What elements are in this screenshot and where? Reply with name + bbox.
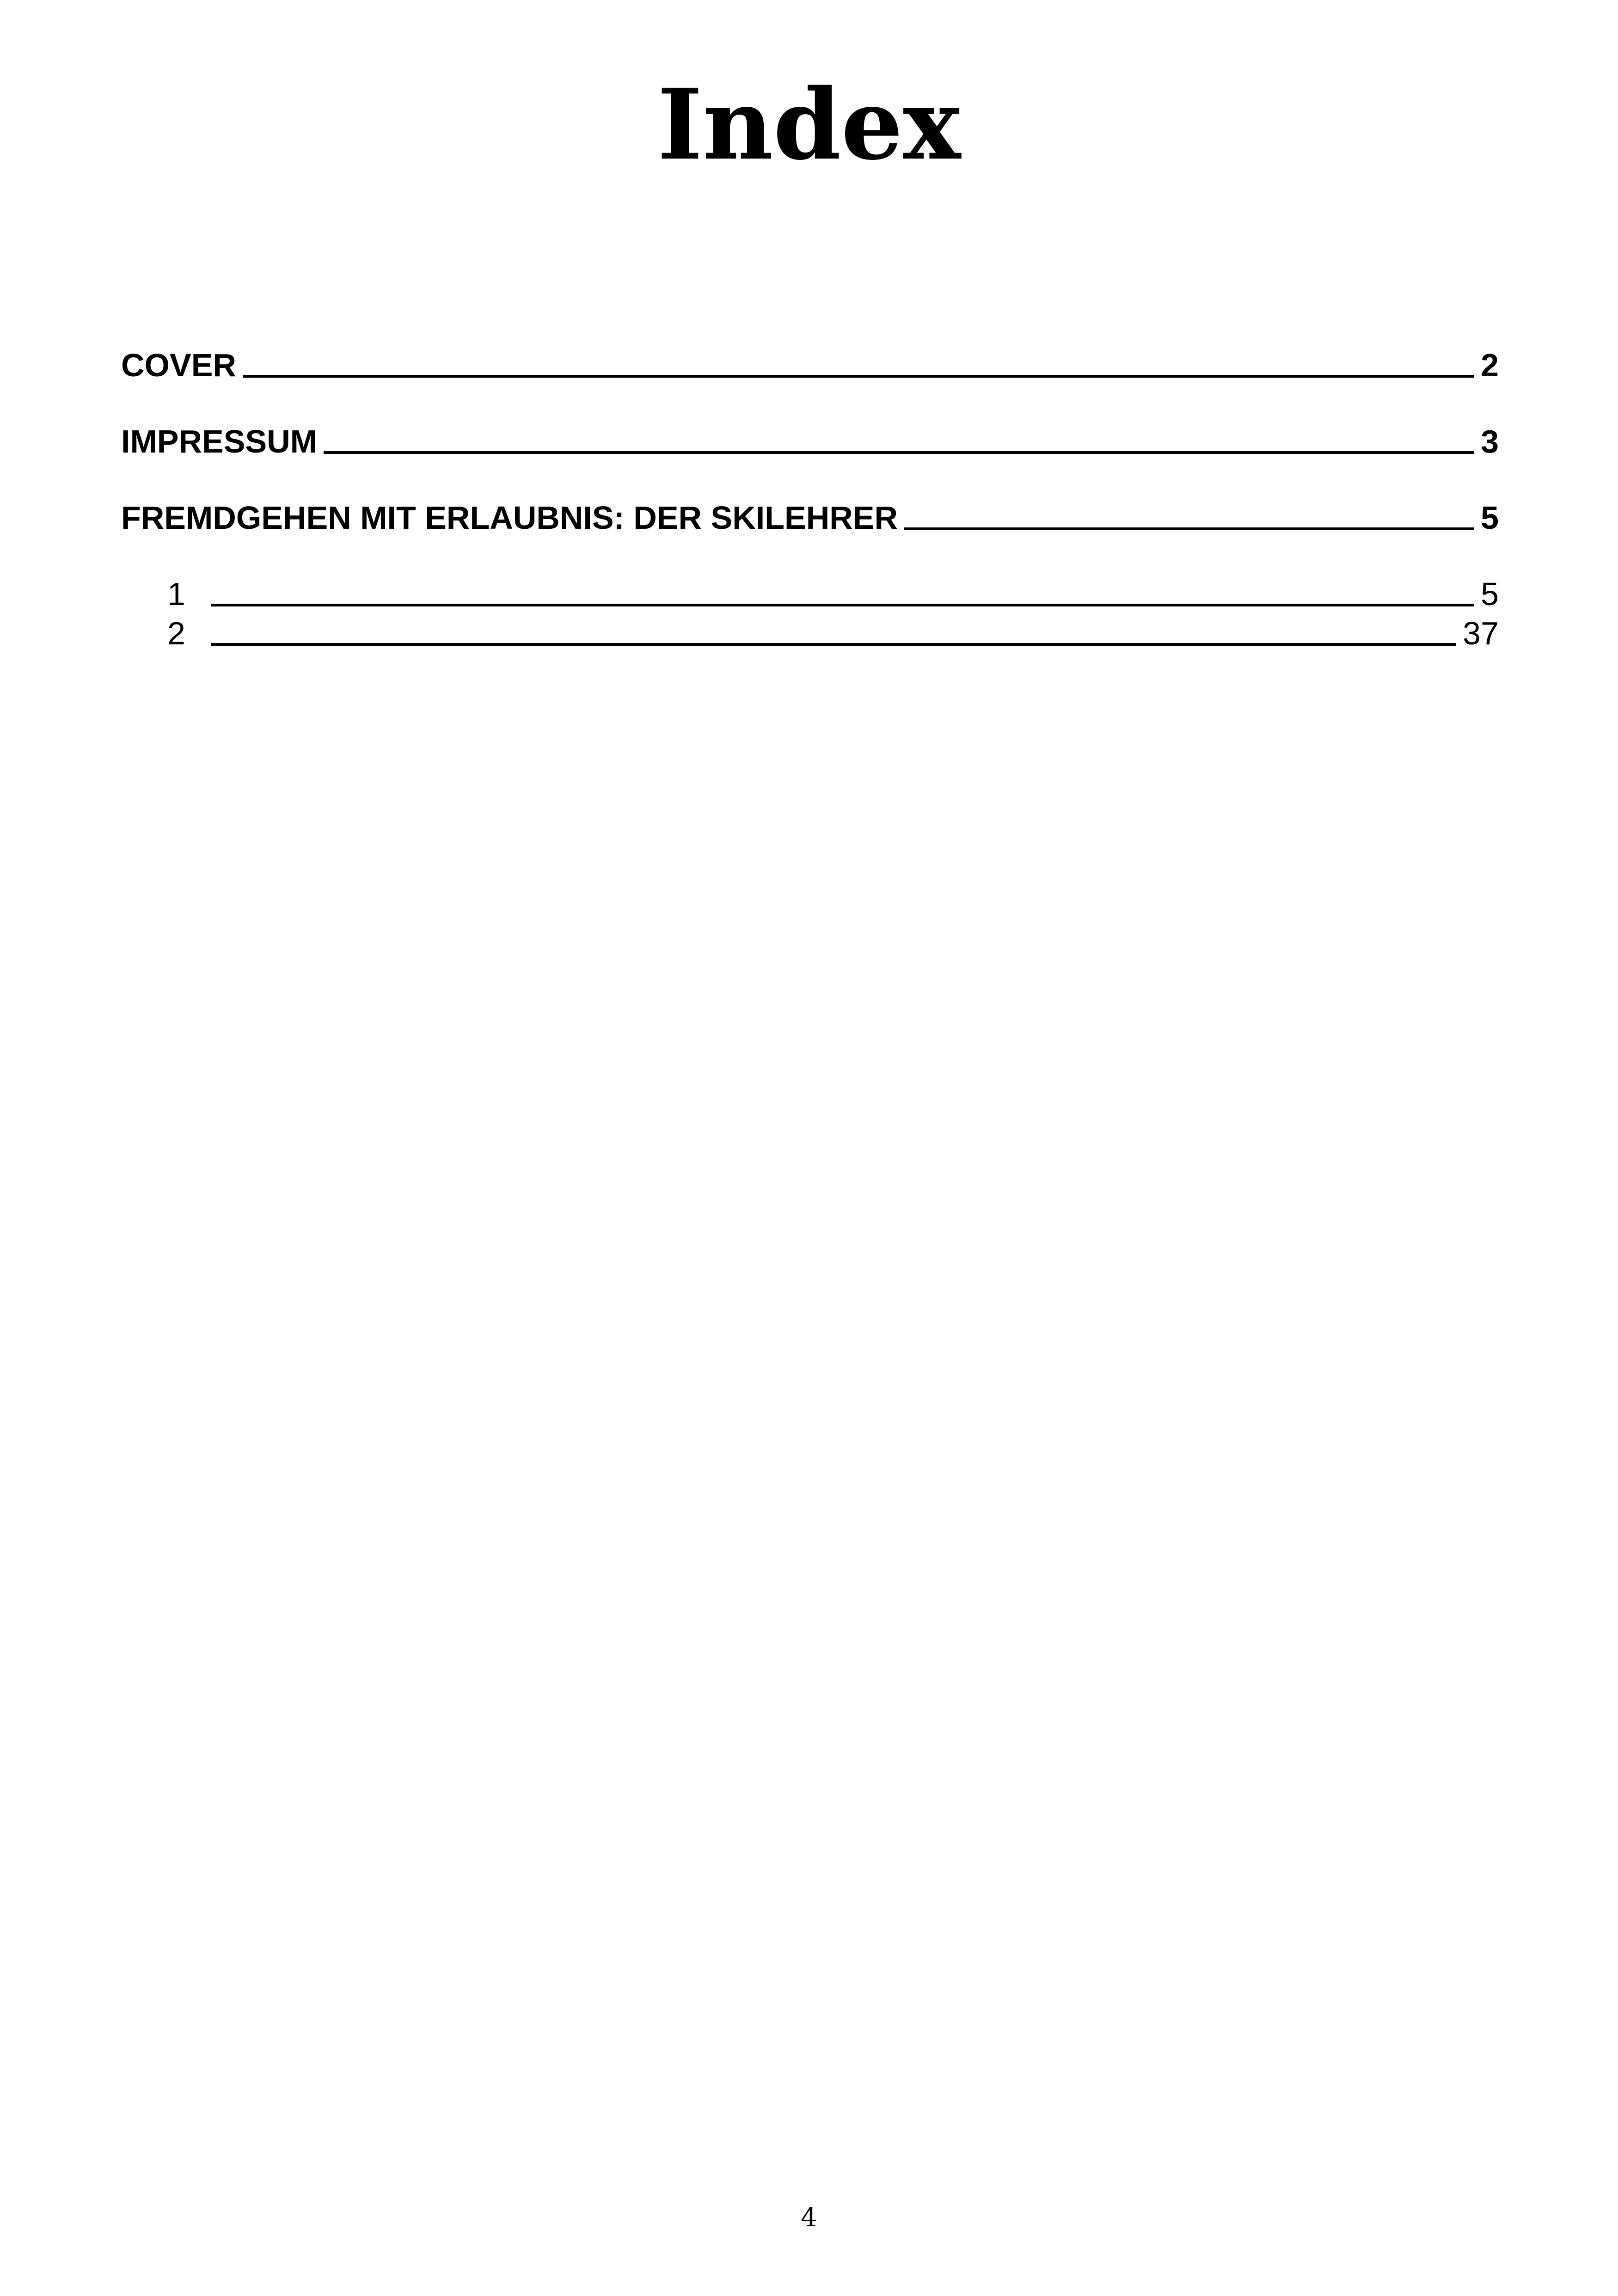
toc-entry-page-number: 5 bbox=[1481, 576, 1499, 612]
toc-leader-line bbox=[324, 451, 1474, 454]
toc-entry-label: 2 bbox=[167, 615, 185, 651]
toc-entry-label: 1 bbox=[167, 576, 185, 612]
toc-entry-page-number: 37 bbox=[1463, 615, 1499, 651]
toc-entry-page-number: 2 bbox=[1481, 347, 1499, 383]
toc-entry-chapter-2[interactable] bbox=[121, 599, 1499, 649]
toc-entry-page-number: 3 bbox=[1481, 423, 1499, 459]
toc-leader-line bbox=[904, 527, 1474, 530]
toc-entry-label: IMPRESSUM bbox=[121, 423, 317, 459]
page-number: 4 bbox=[801, 2203, 817, 2233]
toc-leader-line bbox=[243, 375, 1474, 378]
toc-entry-label: FREMDGEHEN MIT ERLAUBNIS: DER SKILEHRER bbox=[121, 500, 898, 536]
page-title: Index bbox=[657, 67, 961, 182]
toc-entry-page-number: 5 bbox=[1481, 500, 1499, 536]
toc-leader-line bbox=[211, 643, 1456, 646]
toc-entry-cover[interactable] bbox=[121, 331, 1499, 381]
toc-entry-label: COVER bbox=[121, 347, 236, 383]
toc-entry-impressum[interactable] bbox=[121, 407, 1499, 458]
toc-entry-fremdgehen[interactable] bbox=[121, 483, 1499, 534]
